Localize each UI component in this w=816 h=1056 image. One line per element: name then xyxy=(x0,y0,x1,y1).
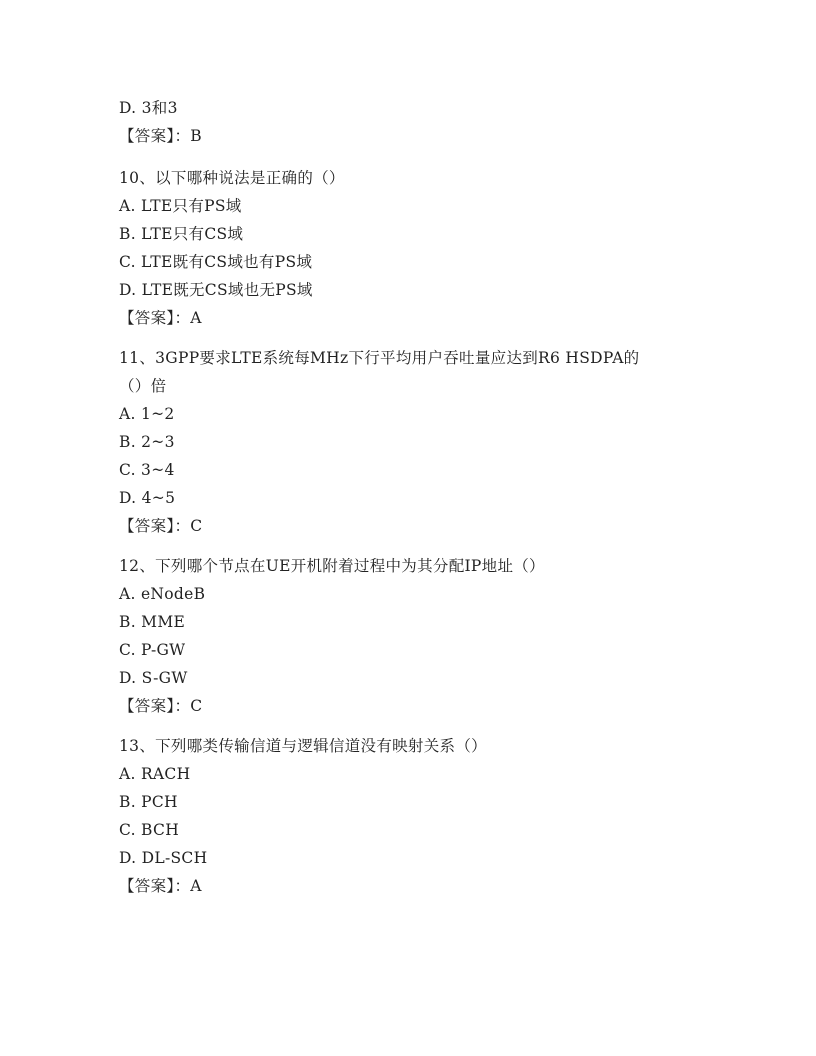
q11-option-c: C. 3~4 xyxy=(119,461,175,479)
q10-option-b: B. LTE只有CS域 xyxy=(119,225,244,243)
q11-option-b: B. 2~3 xyxy=(119,433,175,451)
q13-option-b: B. PCH xyxy=(119,793,178,811)
q12-option-a: A. eNodeB xyxy=(119,585,206,603)
q11-question-cont: （）倍 xyxy=(119,377,167,395)
q12-option-b: B. MME xyxy=(119,613,186,631)
q9-answer: 【答案】：B xyxy=(119,127,202,145)
q12-option-c: C. P-GW xyxy=(119,641,186,659)
q11-question: 11、3GPP要求LTE系统每MHz下行平均用户吞吐量应达到R6 HSDPA的 xyxy=(119,349,640,367)
q11-option-a: A. 1~2 xyxy=(119,405,175,423)
q10-question: 10、以下哪种说法是正确的（） xyxy=(119,169,345,187)
q10-answer: 【答案】：A xyxy=(119,309,202,327)
q13-option-d: D. DL-SCH xyxy=(119,849,208,867)
q12-answer: 【答案】：C xyxy=(119,697,203,715)
q12-question: 12、下列哪个节点在UE开机附着过程中为其分配IP地址（） xyxy=(119,557,545,575)
q12-option-d: D. S-GW xyxy=(119,669,188,687)
q10-option-a: A. LTE只有PS域 xyxy=(119,197,242,215)
q13-answer: 【答案】：A xyxy=(119,877,202,895)
q10-option-c: C. LTE既有CS域也有PS域 xyxy=(119,253,313,271)
q13-option-a: A. RACH xyxy=(119,765,191,783)
q11-option-d: D. 4~5 xyxy=(119,489,176,507)
q11-answer: 【答案】：C xyxy=(119,517,203,535)
q10-option-d: D. LTE既无CS域也无PS域 xyxy=(119,281,313,299)
q13-option-c: C. BCH xyxy=(119,821,180,839)
q9-option-d: D. 3和3 xyxy=(119,99,178,117)
q13-question: 13、下列哪类传输信道与逻辑信道没有映射关系（） xyxy=(119,737,487,755)
